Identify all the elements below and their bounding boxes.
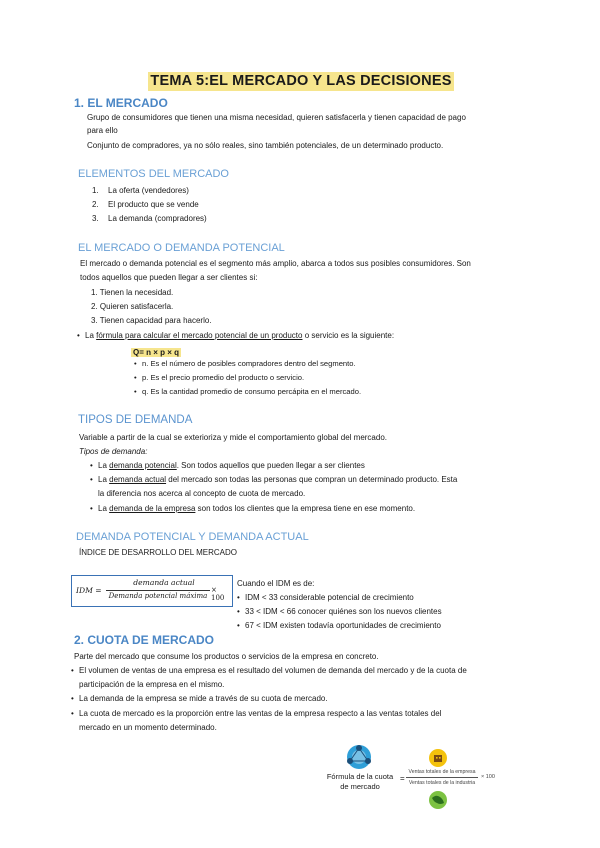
formula-highlight: Q= n × p × q	[133, 348, 180, 357]
subheading-elementos: ELEMENTOS DEL MERCADO	[78, 168, 229, 180]
idm-when: Cuando el IDM es de:	[237, 579, 315, 588]
fraction-bar	[406, 777, 478, 778]
cuota-numerator: Ventas totales de la empresa	[408, 769, 476, 775]
page-title: TEMA 5:EL MERCADO Y LAS DECISIONES	[148, 72, 454, 91]
subheading-potencial-actual: DEMANDA POTENCIAL Y DEMANDA ACTUAL	[76, 531, 309, 543]
paragraph-line: Parte del mercado que consume los productos o servicios de la empresa en concreto.	[74, 652, 379, 661]
cuota-item-continuation: participación de la empresa en el mismo.	[79, 680, 225, 689]
paragraph-line: todos aquellos que pueden llegar a ser clientes si:	[80, 273, 258, 282]
cuota-item: • La cuota de mercado es la proporción entre las ventas de la empresa respecto a las ventas totales del	[71, 707, 441, 720]
cuota-item-continuation: mercado en un momento determinado.	[79, 723, 217, 732]
section-heading-cuota: 2. CUOTA DE MERCADO	[74, 633, 215, 647]
list-item: 1. La oferta (vendedores)	[92, 186, 189, 195]
equals-sign: =	[400, 774, 405, 783]
cuota-multiplier: × 100	[481, 774, 495, 780]
idm-range: • 33 < IDM < 66 conocer quiénes son los nuevos clientes	[237, 605, 442, 618]
cuota-item: • La demanda de la empresa se mide a través de su cuota de mercado.	[71, 692, 328, 705]
idm-denominator: Demanda potencial máxima	[108, 592, 208, 600]
definition-line: Grupo de consumidores que tienen una misma necesidad, quieren satisfacerla y tienen capacidad de pago	[87, 113, 466, 122]
subheading-potencial: EL MERCADO O DEMANDA POTENCIAL	[78, 242, 285, 254]
paragraph-line: El mercado o demanda potencial es el segmento más amplio, abarca a todos sus posibles consumidores. Son	[80, 259, 471, 268]
variable-item: • n. Es el número de posibles compradores dentro del segmento.	[134, 357, 356, 370]
idm-label: IDM =	[76, 586, 102, 595]
definition-line: para ello	[87, 126, 118, 135]
globe-network-icon	[345, 743, 373, 771]
section-heading-mercado: 1. EL MERCADO	[74, 96, 168, 110]
types-label: Tipos de demanda:	[79, 447, 148, 456]
cuota-item: • El volumen de ventas de una empresa es el resultado del volumen de demanda del mercado y de la cuota de	[71, 664, 467, 677]
condition-item: 2. Quieren satisfacerla.	[91, 302, 174, 311]
paragraph-line: Variable a partir de la cual se exterioriza y mide el comportamiento global del mercado.	[79, 433, 388, 442]
idm-multiplier: × 100	[211, 586, 225, 602]
industry-globe-icon	[428, 790, 448, 810]
idm-range: • 67 < IDM existen todavía oportunidades de crecimiento	[237, 619, 441, 632]
company-icon	[428, 748, 448, 768]
idm-formula-box	[71, 575, 233, 607]
formula-link: fórmula para calcular el mercado potencial de un producto	[96, 331, 303, 340]
idm-numerator: demanda actual	[133, 578, 195, 587]
type-item: • La demanda potencial. Son todos aquellos que pueden llegar a ser clientes	[90, 459, 365, 472]
type-item-continuation: la diferencia nos acerca al concepto de cuota de mercado.	[98, 489, 306, 498]
condition-item: 3. Tienen capacidad para hacerlo.	[91, 316, 212, 325]
definition-line: Conjunto de compradores, ya no sólo reales, sino también potenciales, de un determinado producto.	[87, 141, 444, 150]
condition-item: 1. Tienen la necesidad.	[91, 288, 174, 297]
fraction-bar	[106, 590, 210, 591]
list-item: 3. La demanda (compradores)	[92, 214, 207, 223]
type-item: • La demanda de la empresa son todos los clientes que la empresa tiene en ese momento.	[90, 502, 415, 515]
cuota-denominator: Ventas totales de la industria	[408, 780, 476, 786]
subheading-tipos: TIPOS DE DEMANDA	[78, 414, 193, 426]
index-title: ÍNDICE DE DESARROLLO DEL MERCADO	[79, 548, 237, 557]
formula-intro: • La fórmula para calcular el mercado potencial de un producto o servicio es la siguiente:	[77, 329, 394, 342]
list-item: 2. El producto que se vende	[92, 200, 199, 209]
idm-range: • IDM < 33 considerable potencial de crecimiento	[237, 591, 414, 604]
variable-item: • p. Es el precio promedio del producto o servicio.	[134, 371, 304, 384]
cuota-formula-label: Fórmula de la cuota de mercado	[326, 772, 394, 791]
variable-item: • q. Es la cantidad promedio de consumo percápita en el mercado.	[134, 385, 361, 398]
type-item: • La demanda actual del mercado son todas las personas que compran un determinado producto. Esta	[90, 473, 457, 486]
